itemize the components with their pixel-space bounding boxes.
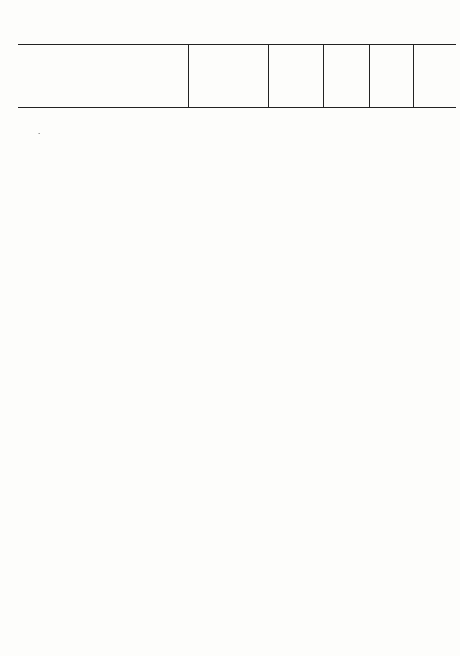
column-divider	[323, 45, 324, 107]
column-divider	[268, 45, 269, 107]
column-divider	[369, 45, 370, 107]
stray-mark: ·	[38, 130, 41, 138]
column-divider	[188, 45, 189, 107]
column-divider	[413, 45, 414, 107]
table-header	[18, 44, 456, 108]
